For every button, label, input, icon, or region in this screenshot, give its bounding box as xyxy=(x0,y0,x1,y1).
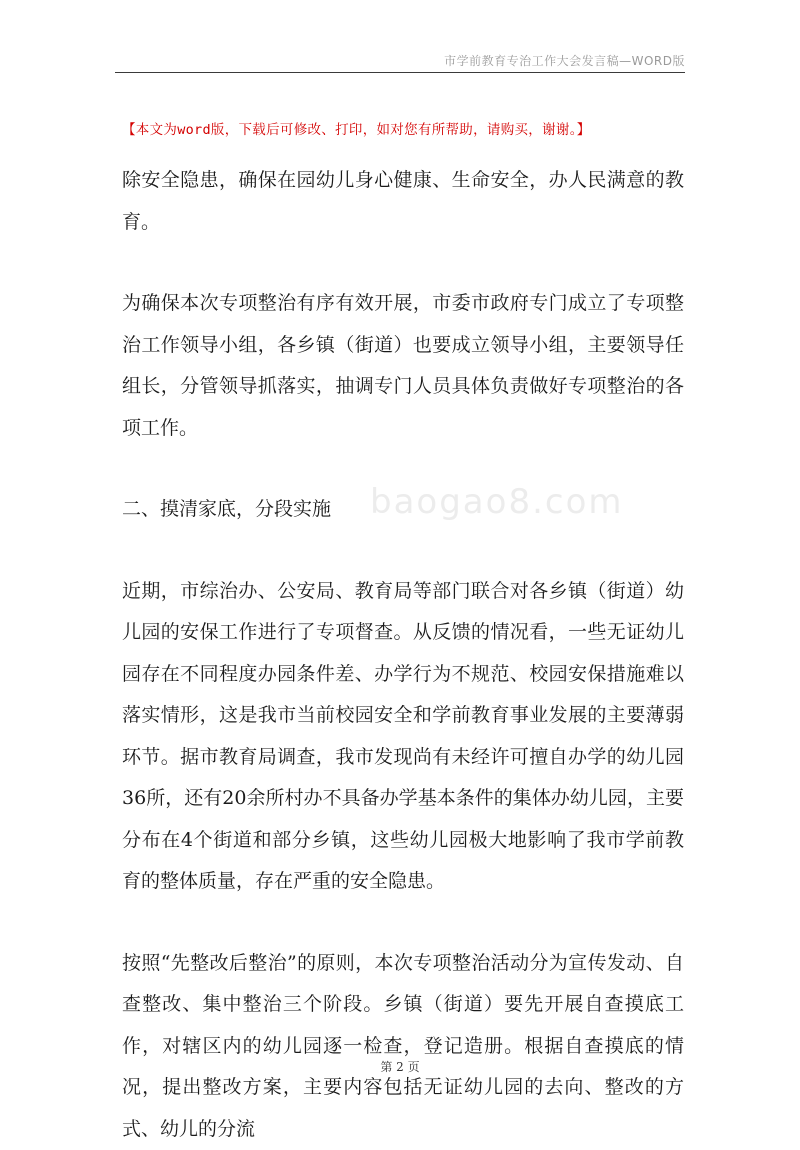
section-heading: 二、摸清家底，分段实施 xyxy=(122,489,684,531)
paragraph: 近期，市综治办、公安局、教育局等部门联合对各乡镇（街道）幼儿园的安保工作进行了专项督查。从反馈的情况看，一些无证幼儿园存在不同程度办园条件差、办学行为不规范、校园安保措施难以落实情形，这是我市当前校园安全和学前教育事业发展的主要薄弱环节。据市教育局调查，我市发现尚有未经许可擅自办学的幼儿园36所，还有20余所村办不具备办学基本条件的集体办幼儿园，主要分布在4个街道和部分乡镇，这些幼儿园极大地影响了我市学前教育的整体质量，存在严重的安全隐患。 xyxy=(122,571,684,903)
page-header xyxy=(115,44,685,73)
paragraph: 除安全隐患，确保在园幼儿身心健康、生命安全，办人民满意的教育。 xyxy=(122,160,684,243)
document-body xyxy=(122,160,684,1150)
document-title: 市学前教育专治工作大会发言稿—WORD版 xyxy=(444,52,685,69)
paragraph: 按照“先整改后整治”的原则，本次专项整治活动分为宣传发动、自查整改、集中整治三个阶段。乡镇（街道）要先开展自查摸底工作，对辖区内的幼儿园逐一检查，登记造册。根据自查摸底的情况，提出整改方案，主要内容包括无证幼儿园的去向、整改的方式、幼儿的分流 xyxy=(122,943,684,1150)
page-number: 第 2 页 xyxy=(0,1058,800,1075)
paragraph: 为确保本次专项整治有序有效开展，市委市政府专门成立了专项整治工作领导小组，各乡镇（街道）也要成立领导小组，主要领导任组长，分管领导抓落实，抽调专门人员具体负责做好专项整治的各项工作。 xyxy=(122,283,684,449)
download-notice: 【本文为word版，下载后可修改、打印，如对您有所帮助，请购买，谢谢。】 xyxy=(122,118,692,138)
watermark: baogao8.com xyxy=(370,482,624,522)
